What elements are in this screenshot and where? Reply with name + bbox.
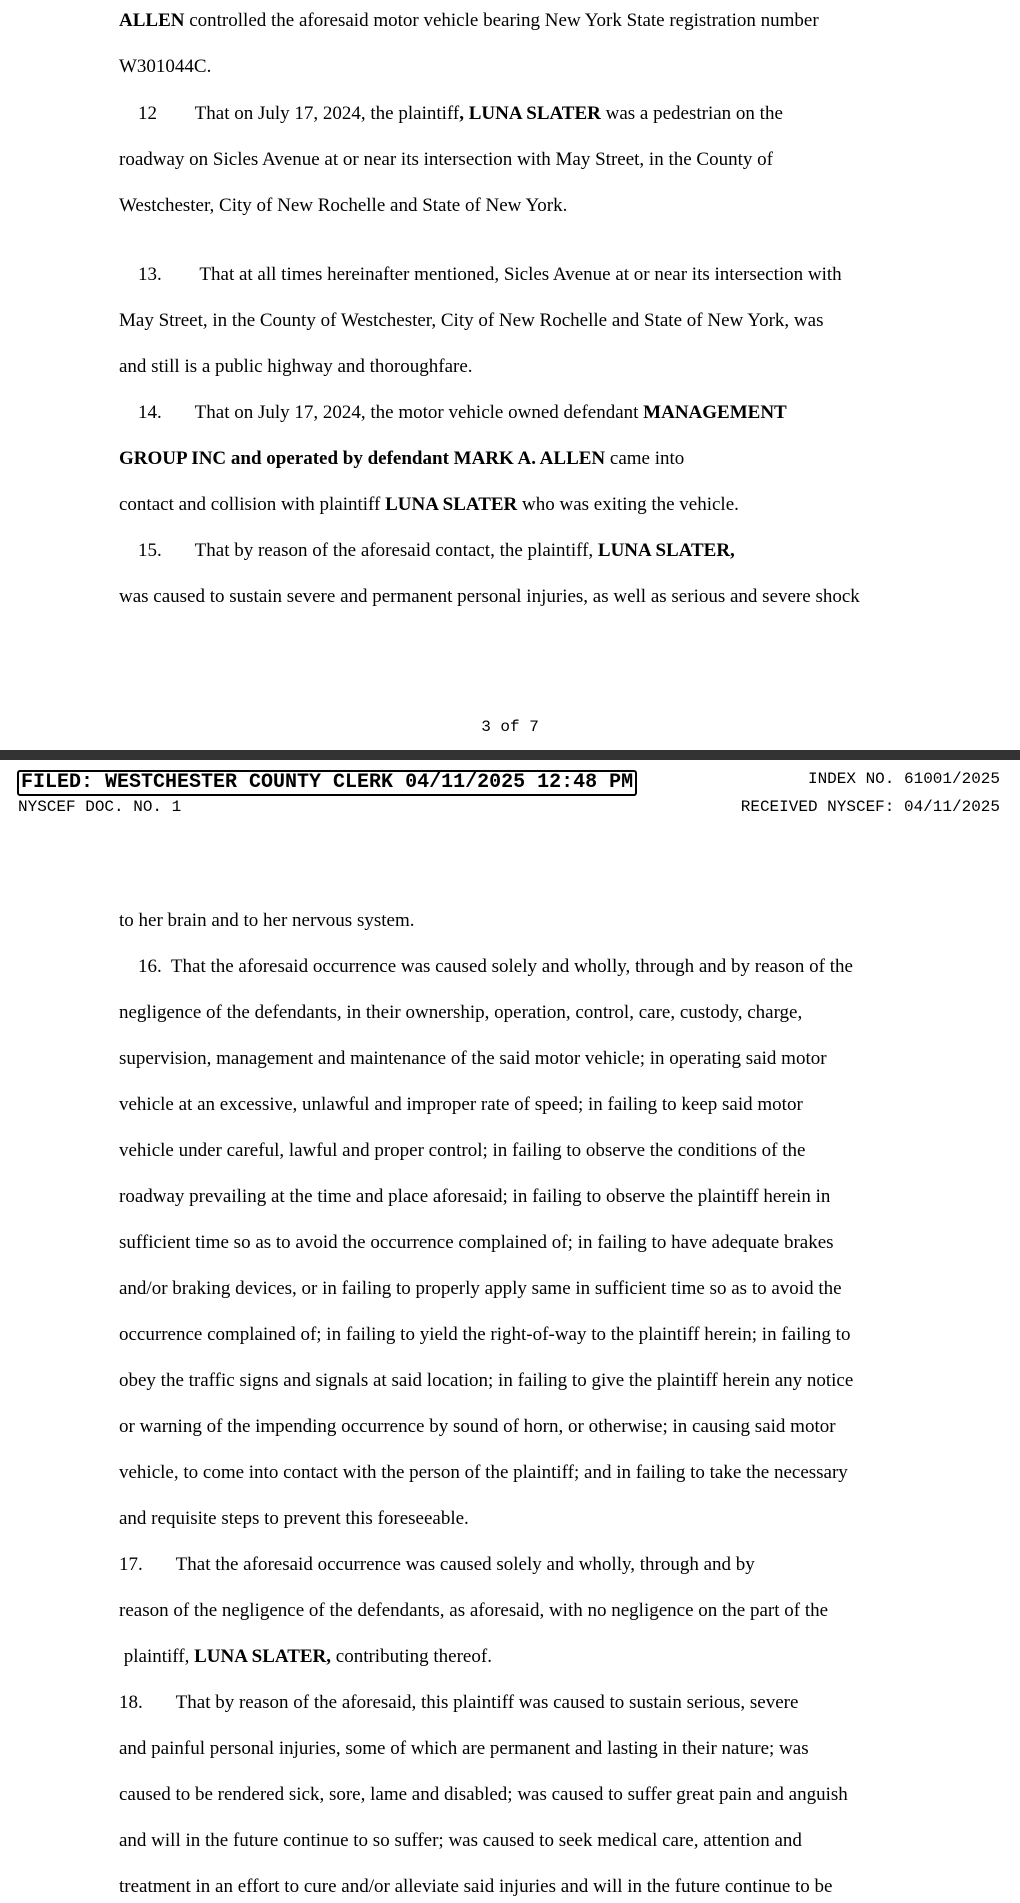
bold-text: MANAGEMENT [643,402,787,423]
text-line [119,103,783,125]
bold-text: ALLEN [119,10,185,31]
text-line [119,195,567,217]
text-line [119,1140,805,1162]
text-segment: came into [605,448,685,469]
text-segment: 18. That by reason of the aforesaid, this plaintiff was caused to sustain serious, severe [119,1692,799,1713]
text-line [119,1600,828,1622]
document-page-top [0,0,1020,750]
text-segment: and requisite steps to prevent this foreseeable. [119,1508,469,1529]
text-segment: was caused to sustain severe and permanent personal injuries, as well as serious and severe shock [119,586,860,607]
text-line [119,56,211,78]
text-segment: occurrence complained of; in failing to yield the right-of-way to the plaintiff herein; in failing to [119,1324,851,1345]
text-segment: negligence of the defendants, in their ownership, operation, control, care, custody, charge, [119,1002,803,1023]
text-segment: and still is a public highway and thoroughfare. [119,356,473,377]
bold-text: LUNA SLATER, [194,1646,332,1667]
text-segment: obey the traffic signs and signals at said location; in failing to give the plaintiff herein any notice [119,1370,854,1391]
text-line [119,1186,830,1208]
text-segment: May Street, in the County of Westchester, City of New Rochelle and State of New York, was [119,310,824,331]
text-segment: or warning of the impending occurrence by sound of horn, or otherwise; in causing said motor [119,1416,836,1437]
text-line [119,1876,833,1898]
text-line [119,1462,848,1484]
received-date: RECEIVED NYSCEF: 04/11/2025 [740,798,1000,816]
text-line [119,1324,850,1346]
page-number: 3 of 7 [481,718,539,736]
document-page-bottom [0,760,1020,1903]
text-segment: and painful personal injuries, some of which are permanent and lasting in their nature; was [119,1738,809,1759]
text-segment: contributing thereof. [331,1646,492,1667]
text-line [119,1232,834,1254]
text-line [119,1370,853,1392]
text-segment: and/or braking devices, or in failing to properly apply same in sufficient time so as to avoid the [119,1278,842,1299]
text-line [119,1692,798,1714]
text-line [119,910,414,932]
bold-text: GROUP INC and operated by defendant MARK A. ALLEN [119,448,606,469]
text-line [119,494,739,516]
text-line [119,448,684,470]
text-line [119,540,735,562]
text-segment: vehicle under careful, lawful and proper control; in failing to observe the conditions of the [119,1140,806,1161]
text-line [119,586,860,608]
text-line [119,1094,803,1116]
text-segment: W301044C. [119,56,212,77]
text-segment: 17. That the aforesaid occurrence was caused solely and wholly, through and by [119,1554,755,1575]
text-segment: 13. That at all times hereinafter mentioned, Sicles Avenue at or near its intersection with [119,264,842,285]
bold-text: , LUNA SLATER [459,103,601,124]
text-line [119,1738,809,1760]
bold-text: LUNA SLATER [385,494,518,515]
text-line [119,149,773,171]
text-line [119,1002,802,1024]
text-segment: controlled the aforesaid motor vehicle bearing New York State registration number [184,10,819,31]
text-segment: treatment in an effort to cure and/or alleviate said injuries and will in the future continue to be [119,1876,833,1897]
text-segment: 16. That the aforesaid occurrence was caused solely and wholly, through and by reason of the [119,956,853,977]
text-line [119,956,853,978]
text-line [119,1508,469,1530]
text-segment: vehicle, to come into contact with the person of the plaintiff; and in failing to take the necessary [119,1462,848,1483]
text-segment: roadway prevailing at the time and place aforesaid; in failing to observe the plaintiff herein in [119,1186,831,1207]
text-segment: 15. That by reason of the aforesaid contact, the plaintiff, [119,540,598,561]
text-segment: caused to be rendered sick, sore, lame and disabled; was caused to suffer great pain and anguish [119,1784,848,1805]
text-segment: who was exiting the vehicle. [517,494,739,515]
text-segment: roadway on Sicles Avenue at or near its intersection with May Street, in the County of [119,149,773,170]
nyscef-doc-number: NYSCEF DOC. NO. 1 [18,798,182,816]
text-segment: was a pedestrian on the [600,103,783,124]
text-line [119,1416,836,1438]
text-segment: 12 That on July 17, 2024, the plaintiff [119,103,460,124]
text-line [119,402,787,424]
text-line [119,310,823,332]
text-line [119,1830,802,1852]
text-line [119,356,473,378]
text-line [119,1784,848,1806]
text-segment: Westchester, City of New Rochelle and State of New York. [119,195,568,216]
text-segment: reason of the negligence of the defendants, as aforesaid, with no negligence on the part of the [119,1600,829,1621]
text-segment: and will in the future continue to so suffer; was caused to seek medical care, attention and [119,1830,802,1851]
bold-text: LUNA SLATER, [597,540,735,561]
text-segment: sufficient time so as to avoid the occurrence complained of; in failing to have adequate brakes [119,1232,834,1253]
text-line [119,264,842,286]
text-line [119,10,819,32]
text-segment: supervision, management and maintenance of the said motor vehicle; in operating said motor [119,1048,827,1069]
filed-stamp: FILED: WESTCHESTER COUNTY CLERK 04/11/2025 12:48 PM [17,770,637,796]
text-line [119,1646,492,1668]
text-line [119,1554,755,1576]
text-segment: to her brain and to her nervous system. [119,910,415,931]
text-line [119,1278,842,1300]
text-segment: contact and collision with plaintiff [119,494,386,515]
index-number: INDEX NO. 61001/2025 [807,770,1000,788]
text-segment: vehicle at an excessive, unlawful and improper rate of speed; in failing to keep said motor [119,1094,803,1115]
text-segment: 14. That on July 17, 2024, the motor vehicle owned defendant [119,402,644,423]
text-line [119,1048,827,1070]
page-separator [0,750,1020,760]
text-segment: plaintiff, [119,1646,195,1667]
